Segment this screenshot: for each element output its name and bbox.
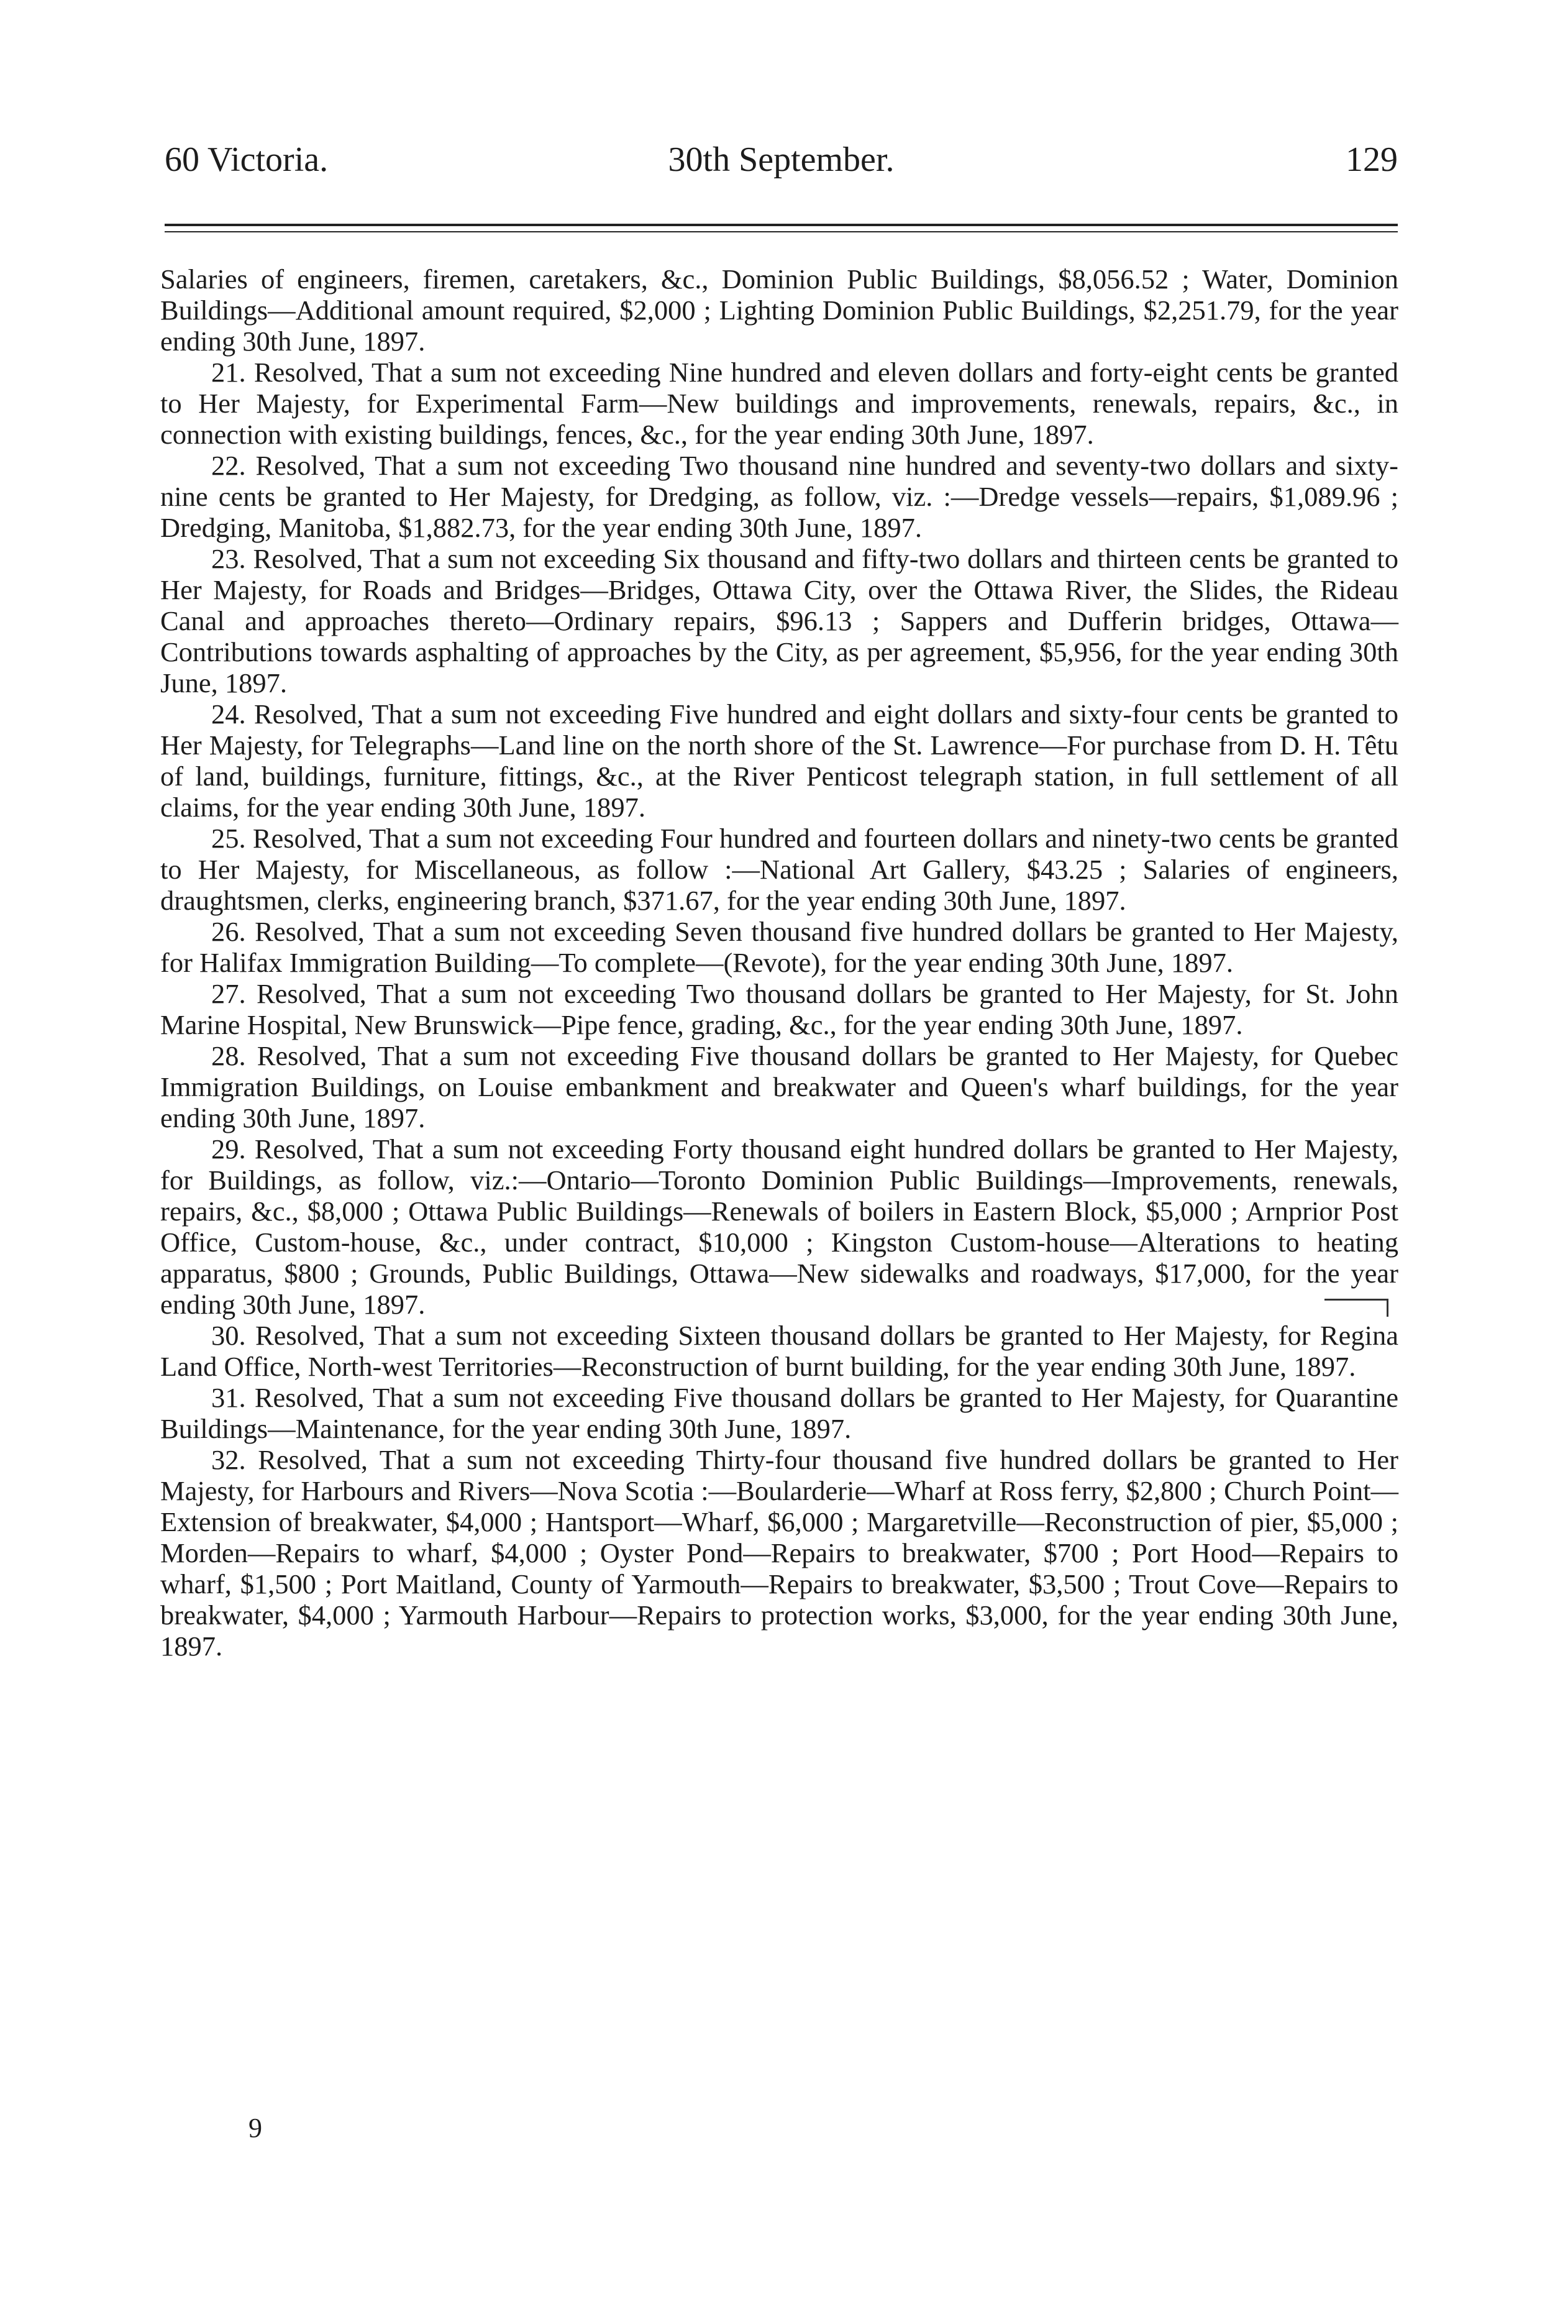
- resolution-32: 32. Resolved, That a sum not exceeding Thirty-four thousand five hundred dollars be granted to Her Majesty, for Harbours and Rivers—Nova Scotia :—Boularderie—Wharf at Ross ferry, $2,800 ; Church Point—Extension of breakwater, $4,000 ; Hantsport—Wharf, $6,000 ; Margaretville—Reconstruction of pier, $5,000 ; Morden—Repairs to wharf, $4,000 ; Oyster Pond—Repairs to breakwater, $700 ; Port Hood—Repairs to wharf, $1,500 ; Port Maitland, County of Yarmouth—Repairs to breakwater, $3,500 ; Trout Cove—Repairs to breakwater, $4,000 ; Yarmouth Harbour—Repairs to protection works, $3,000, for the year ending 30th June, 1897.: [160, 1444, 1398, 1662]
- resolution-25: 25. Resolved, That a sum not exceeding Four hundred and fourteen dollars and ninety-two cents be granted to Her Majesty, for Miscellaneous, as follow :—National Art Gallery, $43.25 ; Salaries of engineers, draughtsmen, clerks, engineering branch, $371.67, for the year ending 30th June, 1897.: [160, 823, 1398, 916]
- signature-mark: 9: [248, 2113, 262, 2143]
- resolution-21: 21. Resolved, That a sum not exceeding Nine hundred and eleven dollars and forty-eight cents be granted to Her Majesty, for Experimental Farm—New buildings and improvements, renewals, repairs, &c., in connection with existing buildings, fences, &c., for the year ending 30th June, 1897.: [160, 357, 1398, 450]
- header-session: 60 Victoria.: [165, 140, 329, 179]
- journal-body: [160, 263, 1398, 1662]
- header-rule-thick: [165, 224, 1398, 226]
- printer-mark: [1324, 1299, 1388, 1317]
- resolution-26: 26. Resolved, That a sum not exceeding Seven thousand five hundred dollars be granted to Her Majesty, for Halifax Immigration Building—To complete—(Revote), for the year ending 30th June, 1897.: [160, 916, 1398, 978]
- continued-paragraph: Salaries of engineers, firemen, caretakers, &c., Dominion Public Buildings, $8,056.52 ; Water, Dominion Buildings—Additional amount required, $2,000 ; Lighting Dominion Public Buildings, $2,251.79, for the year ending 30th June, 1897.: [160, 263, 1398, 357]
- resolution-22: 22. Resolved, That a sum not exceeding Two thousand nine hundred and seventy-two dollars and sixty-nine cents be granted to Her Majesty, for Dredging, as follow, viz. :—Dredge vessels—repairs, $1,089.96 ; Dredging, Manitoba, $1,882.73, for the year ending 30th June, 1897.: [160, 450, 1398, 543]
- resolution-23: 23. Resolved, That a sum not exceeding Six thousand and fifty-two dollars and thirteen cents be granted to Her Majesty, for Roads and Bridges—Bridges, Ottawa City, over the Ottawa River, the Slides, the Rideau Canal and approaches thereto—Ordinary repairs, $96.13 ; Sappers and Dufferin bridges, Ottawa—Contributions towards asphalting of approaches by the City, as per agreement, $5,956, for the year ending 30th June, 1897.: [160, 543, 1398, 698]
- page-number: 129: [1346, 140, 1398, 179]
- resolution-31: 31. Resolved, That a sum not exceeding Five thousand dollars be granted to Her Majesty, for Quarantine Buildings—Maintenance, for the year ending 30th June, 1897.: [160, 1382, 1398, 1444]
- resolution-30: 30. Resolved, That a sum not exceeding Sixteen thousand dollars be granted to Her Majesty, for Regina Land Office, North-west Territories—Reconstruction of burnt building, for the year ending 30th June, 1897.: [160, 1320, 1398, 1382]
- running-head: [165, 138, 1398, 181]
- header-rule-thin: [165, 231, 1398, 232]
- resolution-28: 28. Resolved, That a sum not exceeding Five thousand dollars be granted to Her Majesty, for Quebec Immigration Buildings, on Louise embankment and breakwater and Queen's wharf buildings, for the year ending 30th June, 1897.: [160, 1040, 1398, 1133]
- resolution-29: 29. Resolved, That a sum not exceeding Forty thousand eight hundred dollars be granted to Her Majesty, for Buildings, as follow, viz.:—Ontario—Toronto Dominion Public Buildings—Improvements, renewals, repairs, &c., $8,000 ; Ottawa Public Buildings—Renewals of boilers in Eastern Block, $5,000 ; Arnprior Post Office, Custom-house, &c., under contract, $10,000 ; Kingston Custom-house—Alterations to heating apparatus, $800 ; Grounds, Public Buildings, Ottawa—New sidewalks and roadways, $17,000, for the year ending 30th June, 1897.: [160, 1133, 1398, 1320]
- header-date: 30th September.: [668, 140, 895, 179]
- resolution-27: 27. Resolved, That a sum not exceeding Two thousand dollars be granted to Her Majesty, for St. John Marine Hospital, New Brunswick—Pipe fence, grading, &c., for the year ending 30th June, 1897.: [160, 978, 1398, 1040]
- resolution-24: 24. Resolved, That a sum not exceeding Five hundred and eight dollars and sixty-four cents be granted to Her Majesty, for Telegraphs—Land line on the north shore of the St. Lawrence—For purchase from D. H. Têtu of land, buildings, furniture, fittings, &c., at the River Penticost telegraph station, in full settlement of all claims, for the year ending 30th June, 1897.: [160, 698, 1398, 823]
